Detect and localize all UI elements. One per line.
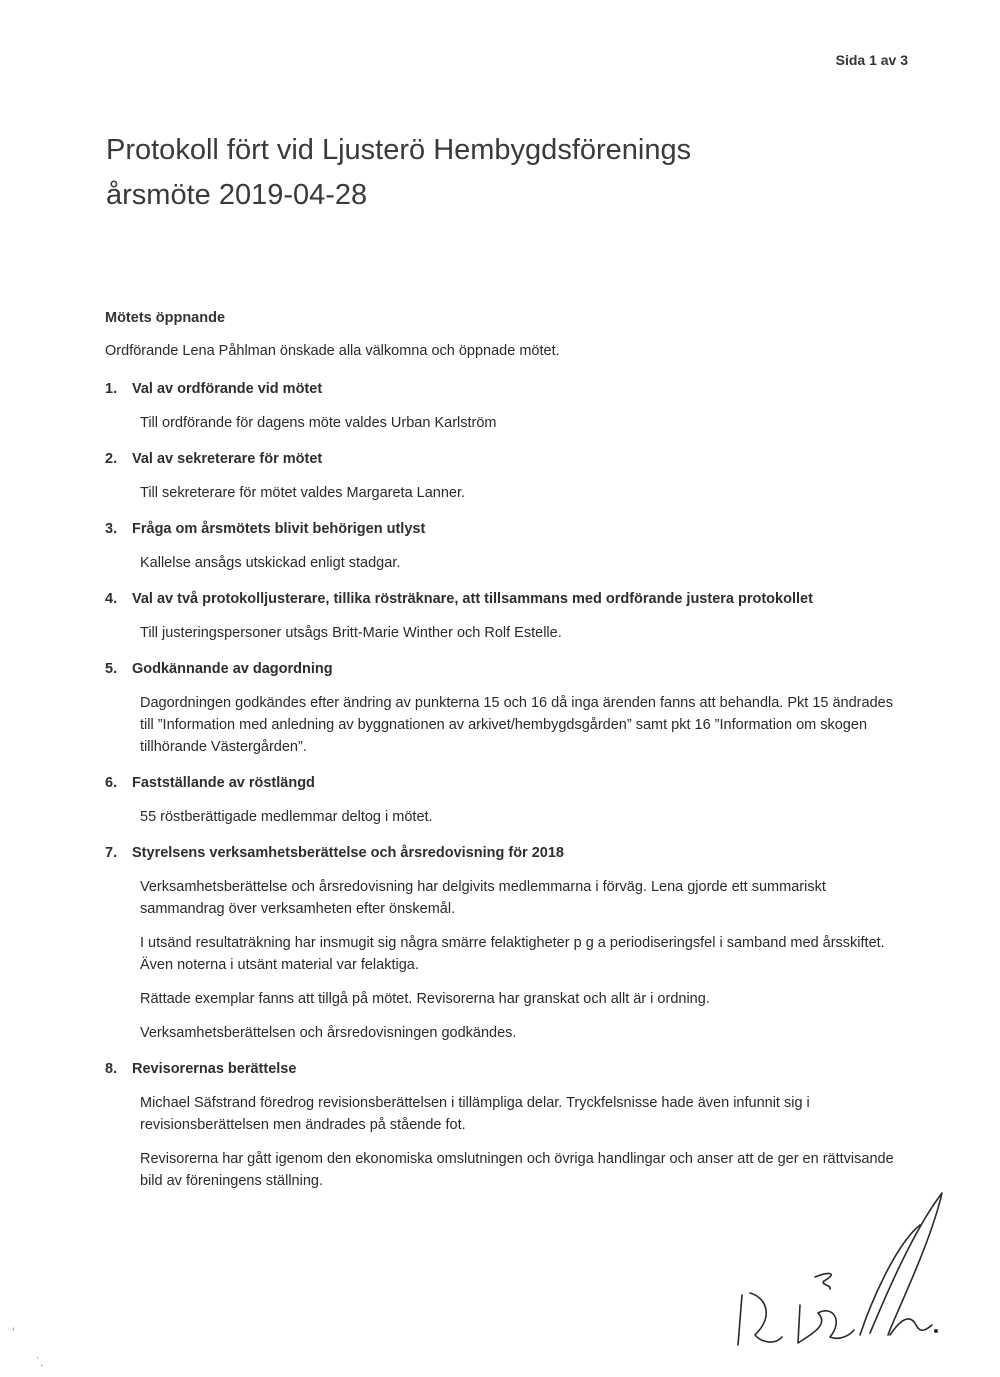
agenda-item-title: Val av två protokolljusterare, tillika rösträknare, att tillsammans med ordförande justera protokollet — [132, 591, 813, 607]
agenda-item-paragraph: Till justeringspersoner utsågs Britt-Marie Winther och Rolf Estelle. — [140, 625, 562, 641]
agenda-item-paragraph: Verksamhetsberättelsen och årsredovisningen godkändes. — [140, 1025, 517, 1041]
agenda-item-title: Revisorernas berättelse — [132, 1061, 297, 1077]
intro-heading: Mötets öppnande — [105, 310, 226, 326]
title-line-2: årsmöte 2019-04-28 — [106, 179, 368, 211]
agenda-item-number: 2. — [105, 451, 118, 467]
agenda-item-paragraph: Till ordförande för dagens möte valdes Urban Karlström — [140, 415, 497, 431]
agenda-item-heading — [105, 448, 905, 470]
agenda-item-paragraph: Dagordningen godkändes efter ändring av punkterna 15 och 16 då inga ärenden fanns att behandla. Pkt 15 ändrades till ”Information med anledning av byggnationen av arkivet/hembygdsgården” samt pkt 16 ”Information om skogen tillhörande Västergården”. — [140, 695, 893, 755]
agenda-item-body — [105, 412, 905, 434]
agenda-item — [105, 518, 905, 574]
agenda-item-title: Styrelsens verksamhetsberättelse och årsredovisning för 2018 — [132, 845, 564, 861]
agenda-item-heading — [105, 518, 905, 540]
agenda-items — [105, 378, 905, 1192]
title-line-1: Protokoll fört vid Ljusterö Hembygdsförenings — [106, 134, 692, 166]
agenda-item-body — [105, 482, 905, 504]
signature-initials-icon — [720, 1185, 960, 1355]
agenda-item-paragraph: Till sekreterare för mötet valdes Margareta Lanner. — [140, 485, 466, 501]
agenda-item-heading — [105, 772, 905, 794]
agenda-item-number: 1. — [105, 381, 118, 397]
agenda-item — [105, 658, 905, 758]
agenda-item-paragraph: 55 röstberättigade medlemmar deltog i mötet. — [140, 809, 433, 825]
intro-text: Ordförande Lena Påhlman önskade alla välkomna och öppnade mötet. — [105, 343, 560, 359]
agenda-item-title: Val av ordförande vid mötet — [132, 381, 323, 397]
agenda-item-number: 6. — [105, 775, 118, 791]
agenda-item-number: 3. — [105, 521, 118, 537]
agenda-item-body — [105, 622, 905, 644]
agenda-item-paragraph: Michael Säfstrand föredrog revisionsberättelsen i tillämpliga delar. Tryckfelsnisse hade även infunnit sig i revisionsberättelsen men ändrades på stående fot. — [140, 1095, 810, 1133]
document-title — [106, 128, 866, 218]
agenda-item-title: Val av sekreterare för mötet — [132, 451, 323, 467]
agenda-item-heading — [105, 378, 905, 400]
agenda-item-number: 5. — [105, 661, 118, 677]
agenda-item-number: 4. — [105, 591, 118, 607]
agenda-item-body — [105, 876, 905, 1044]
scan-speck: ‘ — [12, 1325, 15, 1339]
agenda-item-paragraph: Revisorerna har gått igenom den ekonomiska omslutningen och övriga handlingar och anser att de ger en rättvisande bild av föreningens ställning. — [140, 1151, 894, 1189]
agenda-item-paragraph: Kallelse ansågs utskickad enligt stadgar. — [140, 555, 401, 571]
agenda-item-heading — [105, 1058, 905, 1080]
agenda-item-heading — [105, 842, 905, 864]
agenda-item — [105, 772, 905, 828]
agenda-item — [105, 588, 905, 644]
agenda-item-paragraph: I utsänd resultaträkning har insmugit sig några smärre felaktigheter p g a periodiseringsfel i samband med årsskiftet. Även noterna i utsänt material var felaktiga. — [140, 935, 885, 973]
agenda-item-heading — [105, 588, 905, 610]
scan-speck: ˙. — [36, 1355, 44, 1369]
agenda-item-number: 8. — [105, 1061, 118, 1077]
agenda-item-number: 7. — [105, 845, 118, 861]
agenda-item-paragraph: Verksamhetsberättelse och årsredovisning har delgivits medlemmarna i förväg. Lena gjorde ett summariskt sammandrag över verksamheten efter önskemål. — [140, 879, 826, 917]
minutes-content — [105, 310, 905, 1206]
agenda-item-body — [105, 1092, 905, 1192]
agenda-item-paragraph: Rättade exemplar fanns att tillgå på mötet. Revisorerna har granskat och allt är i ordning. — [140, 991, 710, 1007]
page-number: Sida 1 av 3 — [835, 52, 908, 68]
agenda-item-body — [105, 692, 905, 758]
agenda-item-title: Godkännande av dagordning — [132, 661, 333, 677]
agenda-item — [105, 378, 905, 434]
agenda-item-body — [105, 806, 905, 828]
agenda-item — [105, 842, 905, 1044]
agenda-item-body — [105, 552, 905, 574]
agenda-item — [105, 448, 905, 504]
agenda-item-heading — [105, 658, 905, 680]
agenda-item-title: Fastställande av röstlängd — [132, 775, 315, 791]
agenda-item — [105, 1058, 905, 1192]
agenda-item-title: Fråga om årsmötets blivit behörigen utlyst — [132, 521, 426, 537]
